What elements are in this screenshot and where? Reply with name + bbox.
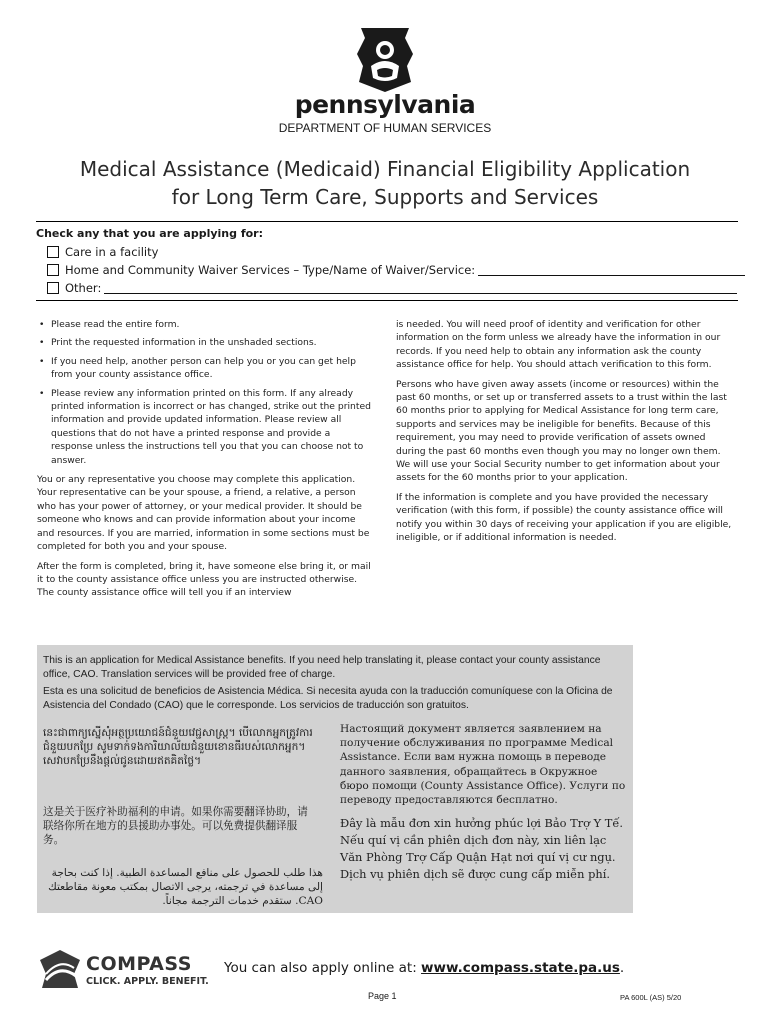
page-number: Page 1 — [368, 991, 397, 1001]
section-divider — [36, 300, 738, 301]
option-label: Care in a facility — [65, 245, 159, 259]
apply-online-suffix: . — [619, 960, 625, 976]
representative-paragraph: You or any representative you choose may complete this application. Your representative can be your spouse, a friend, a relative, a person who has your power of attorney, or your medical provider. It should be someone who knows and can provide information about your income and resources. If you are married, information in some sections must be completed for both you and your spouse. — [37, 474, 370, 553]
checkbox[interactable] — [47, 264, 59, 276]
compass-brand: COMPASS — [86, 953, 192, 975]
page-title — [0, 155, 770, 211]
compass-tagline: CLICK. APPLY. BENEFIT. — [86, 976, 209, 987]
translation-chinese: 这是关于医疗补助福利的申请。如果你需要翻译协助，请联络你所在地方的县援助办事处。可以免费提供翻译服务。 — [43, 806, 308, 847]
form-id: PA 600L (AS) 5/20 — [620, 993, 682, 1002]
compass-link[interactable]: www.compass.state.pa.us — [421, 960, 620, 976]
instruction-bullet: • Please read the entire form. — [37, 318, 373, 331]
instruction-bullet: • Please review any information printed on this form. If any already printed information is incorrect or has changed, strike out the printed information and provide updated information. Please review all questions that do not have a printed response and provide a response unless the instructions tell you that you can choose not to answer. — [37, 387, 373, 467]
other-field[interactable] — [104, 283, 737, 294]
applying-for-heading: Check any that you are applying for: — [36, 227, 263, 240]
translation-khmer: នេះជាពាក្យស្នើសុំអត្ថប្រយោជន៍ជំនួយវេជ្ជសាស្ត្រ។ បើលោកអ្នកត្រូវការជំនួយបកប្រែ សូមទាក់ទងការិយាល័យជំនួយខោនធីរបស់លោកអ្នក។ សេវាបកប្រែនឹងផ្តល់ជូនដោយឥតគិតថ្លៃ។ — [43, 727, 313, 768]
waiver-name-field[interactable] — [478, 265, 745, 276]
translation-spanish: Esta es una solicitud de beneficios de Asistencia Médica. Si necesita ayuda con la traducción comuníquese con la Oficina de Asistencia del Condado (CAO) que le corresponde. Los servicios de traducción son gratuitos. — [43, 686, 613, 711]
verification-paragraph: is needed. You will need proof of identity and verification for other information on the form unless we already have the information in our records. If you need help to obtain any information ask the county assistance office for help. You should attach verification to this form. — [396, 319, 721, 371]
org-name: pennsylvania — [294, 90, 476, 119]
translation-vietnamese: Đây là mẫu đơn xin hưởng phúc lợi Bảo Trợ Y Tế. Nếu quí vị cần phiên dịch đơn này, xin liên lạc Văn Phòng Trợ Cấp Quận Hạt nơi quí vị cư ngụ. Dịch vụ phiên dịch sẽ được cung cấp miễn phí. — [340, 816, 623, 881]
apply-online-text — [224, 960, 624, 976]
apply-online-prefix: You can also apply online at: — [224, 960, 422, 976]
translation-russian: Настоящий документ является заявлением на получение обслуживания по программе Medical Assistance. Если вам нужна помощь в переводе данного заявления, обращайтесь в Окружное бюро помощи (County Assistance Office). Услуги по переводу предоставляются бесплатно. — [340, 723, 626, 807]
assets-paragraph: Persons who have given away assets (income or resources) within the past 60 months, or set up or transferred assets to a trust within the last 60 months prior to applying for Medical Assistance for long term care, supports and services may be ineligible for benefits. Because of this requirement, you may need to provide verification of assets owned during the past 60 months even though you may no longer own them. We will use your Social Security number to get information about your assets for the 60 months prior to your application. — [396, 378, 727, 484]
option-label: Home and Community Waiver Services – Type/Name of Waiver/Service: — [65, 263, 476, 277]
instruction-list — [37, 318, 373, 467]
instructions-left-column — [37, 318, 373, 606]
option-label: Other: — [65, 281, 102, 295]
department-name: DEPARTMENT OF HUMAN SERVICES — [278, 121, 492, 135]
instruction-bullet: • If you need help, another person can help you or you can get help from your county assistance office. — [37, 355, 373, 382]
instructions-right-column — [396, 318, 732, 551]
instruction-bullet: • Print the requested information in the unshaded sections. — [37, 336, 373, 349]
checkbox[interactable] — [47, 246, 59, 258]
translation-english: This is an application for Medical Assistance benefits. If you need help translating it, please contact your county assistance office, CAO. Translation services will be provided free of charge. — [43, 655, 601, 680]
option-other[interactable] — [47, 281, 737, 295]
title-line-2: for Long Term Care, Supports and Services — [171, 185, 599, 209]
checkbox[interactable] — [47, 282, 59, 294]
option-waiver-services[interactable] — [47, 263, 745, 277]
option-care-facility[interactable] — [47, 245, 158, 259]
section-divider — [36, 221, 738, 222]
compass-logo-icon — [38, 950, 82, 995]
after-completed-paragraph: After the form is completed, bring it, have someone else bring it, or mail it to the county assistance office unless you are instructed otherwise. The county assistance office will tell you if an interview — [37, 560, 371, 599]
keystone-seal-icon — [355, 26, 415, 94]
translation-arabic: هذا طلب للحصول على منافع المساعدة الطبية. إذا كنت بحاجة إلى مساعدة في ترجمته، يرجى الاتصال بمكتب معونة مقاطعتك CAO. ستقدم خدمات الترجمة مجاناً. — [48, 867, 323, 908]
notification-paragraph: If the information is complete and you have provided the necessary verification (with this form, if possible) the county assistance office will notify you within 30 days of receiving your application if you are eligible, ineligible, or if additional information is needed. — [396, 491, 732, 544]
title-line-1: Medical Assistance (Medicaid) Financial Eligibility Application — [79, 157, 691, 181]
